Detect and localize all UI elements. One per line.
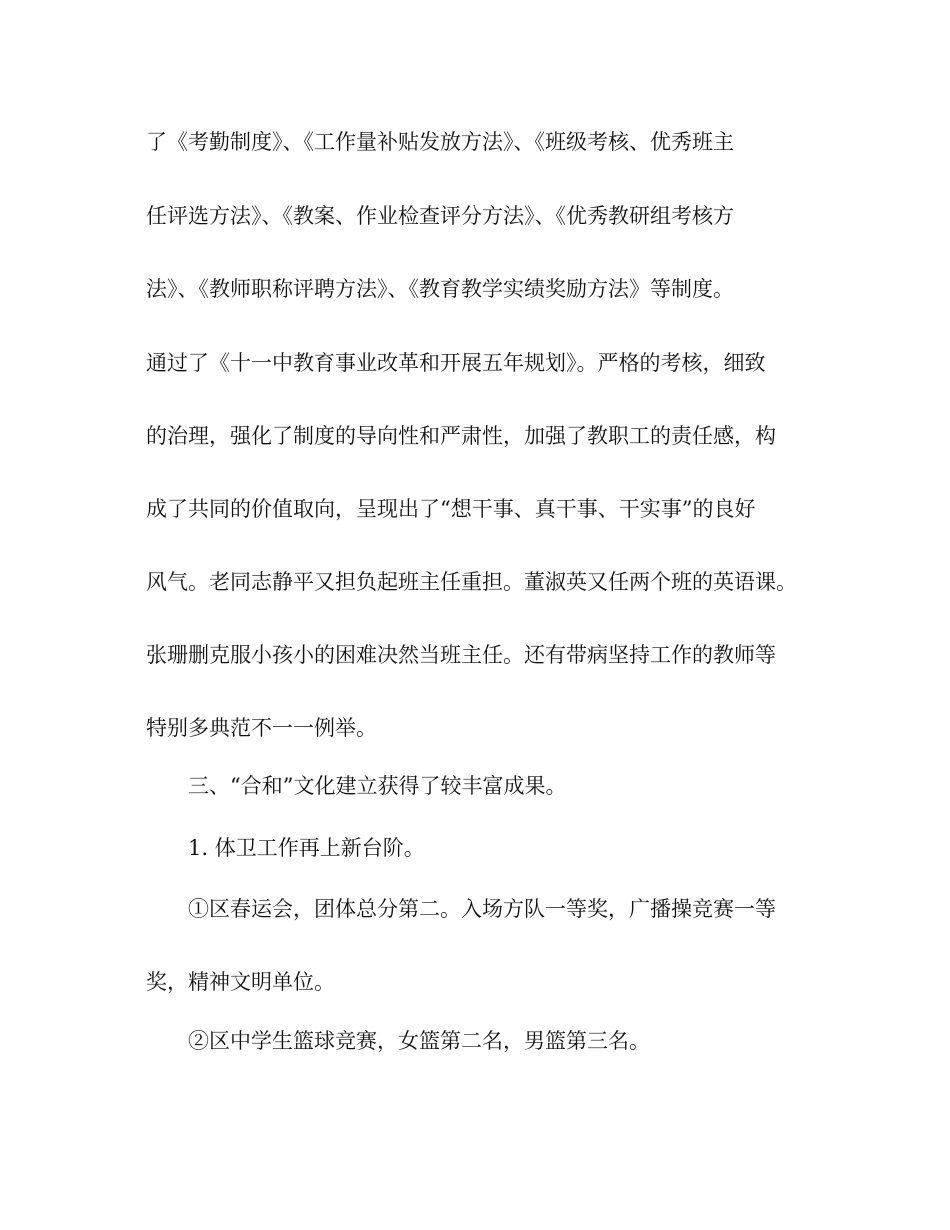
subsection-heading: 1. 体卫工作再上新台阶。 bbox=[188, 836, 425, 860]
body-text-line: 风气。老同志静平又担负起班主任重担。董淑英又任两个班的英语课。 bbox=[146, 570, 797, 594]
list-item: ②区中学生篮球竞赛，女篮第二名，男篮第三名。 bbox=[188, 1029, 650, 1053]
body-text-line: 了《考勤制度》、《工作量补贴发放方法》、《班级考核、优秀班主 bbox=[146, 130, 734, 154]
list-item: ①区春运会，团体总分第二。入场方队一等奖，广播操竞赛一等 bbox=[188, 897, 776, 921]
list-item-continuation: 奖，精神文明单位。 bbox=[146, 970, 335, 994]
body-text-line: 张珊删克服小孩小的困难决然当班主任。还有带病坚持工作的教师等 bbox=[146, 643, 776, 667]
body-text-line: 的治理，强化了制度的导向性和严肃性，加强了教职工的责任感，构 bbox=[146, 424, 776, 448]
body-text-line: 成了共同的价值取向，呈现出了“想干事、真干事、干实事”的良好 bbox=[146, 497, 756, 521]
body-text-line: 法》、《教师职称评聘方法》、《教育教学实绩奖励方法》等制度。 bbox=[146, 277, 734, 301]
body-text-line: 通过了《十一中教育事业改革和开展五年规划》。严格的考核，细致 bbox=[146, 351, 766, 375]
body-text-line: 任评选方法》、《教案、作业检查评分方法》、《优秀教研组考核方 bbox=[146, 204, 734, 228]
body-text-line: 特别多典范不一一例举。 bbox=[146, 716, 377, 740]
section-heading: 三、“合和”文化建立获得了较丰富成果。 bbox=[188, 774, 567, 798]
